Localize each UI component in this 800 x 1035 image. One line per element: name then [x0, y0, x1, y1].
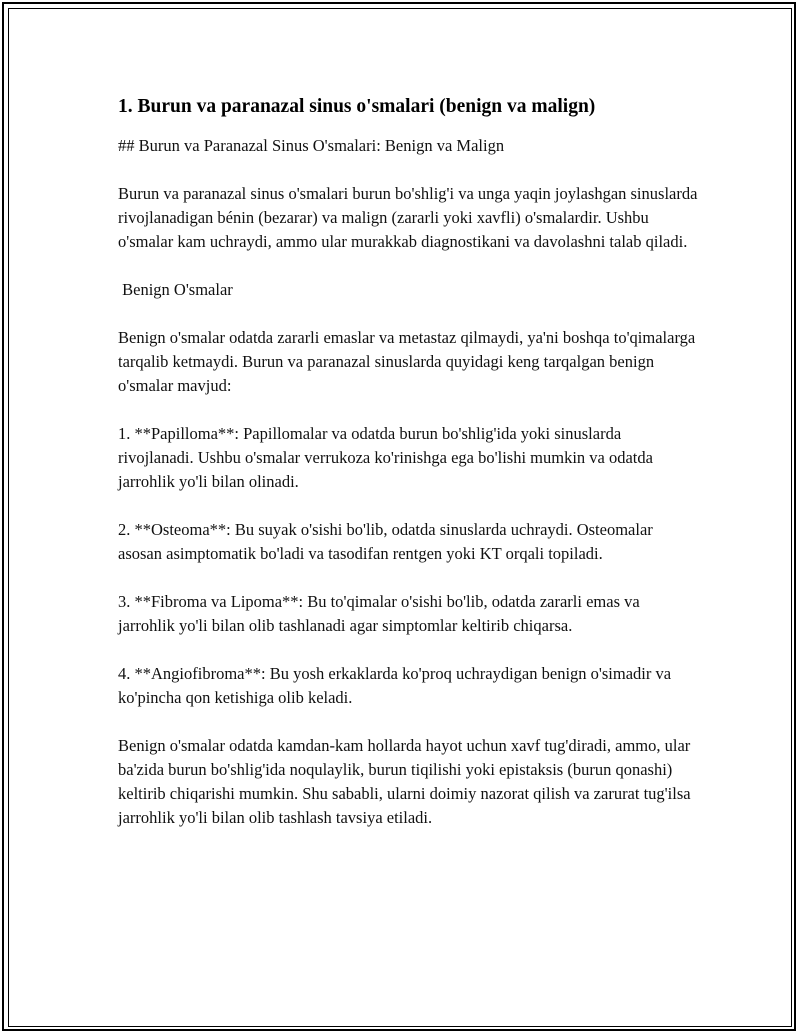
- intro-paragraph: Burun va paranazal sinus o'smalari burun bo'shlig'i va unga yaqin joylashgan sinuslarda rivojlanadigan bénin (bezarar) va malign (zararli yoki xavfli) o'smalardir. Ushbu o'smalar kam uchraydi, ammo ular murakkab diagnostikani va davolashni talab qiladi.: [118, 184, 702, 251]
- section-heading: Benign O'smalar: [118, 280, 233, 299]
- markdown-heading: ## Burun va Paranazal Sinus O'smalari: Benign va Malign: [118, 136, 505, 155]
- list-item-angiofibroma: 4. **Angiofibroma**: Bu yosh erkaklarda ko'proq uchraydigan benign o'simadir va ko'pincha qon ketishiga olib keladi.: [118, 664, 676, 707]
- list-item-papilloma: 1. **Papilloma**: Papillomalar va odatda burun bo'shlig'ida yoki sinuslarda rivojlanadi. Ushbu o'smalar verrukoza ko'rinishga ega bo'lishi mumkin va odatda jarrohlik yo'li bilan olinadi.: [118, 424, 658, 491]
- document-body: [118, 94, 702, 830]
- conclusion-paragraph: Benign o'smalar odatda kamdan-kam hollarda hayot uchun xavf tug'diradi, ammo, ular ba'zida burun bo'shlig'ida noqulaylik, burun tiqilishi yoki epistaksis (burun qonashi) keltirib chiqarishi mumkin. Shu sababli, ularni doimiy nazorat qilish va zarurat tug'ilsa jarrohlik yo'li bilan olib tashlash tavsiya etiladi.: [118, 736, 695, 827]
- list-item-osteoma: 2. **Osteoma**: Bu suyak o'sishi bo'lib, odatda sinuslarda uchraydi. Osteomalar asosan asimptomatik bo'ladi va tasodifan rentgen yoki KT orqali topiladi.: [118, 520, 657, 563]
- document-title: 1. Burun va paranazal sinus o'smalari (benign va malign): [118, 96, 596, 117]
- list-item-fibroma-lipoma: 3. **Fibroma va Lipoma**: Bu to'qimalar o'sishi bo'lib, odatda zararli emas va jarrohlik yo'li bilan olib tashlanadi agar simptomlar keltirib chiqarsa.: [118, 592, 644, 635]
- section-intro-paragraph: Benign o'smalar odatda zararli emaslar va metastaz qilmaydi, ya'ni boshqa to'qimalarga tarqalib ketmaydi. Burun va paranazal sinuslarda quyidagi keng tarqalgan benign o'smalar mavjud:: [118, 328, 700, 395]
